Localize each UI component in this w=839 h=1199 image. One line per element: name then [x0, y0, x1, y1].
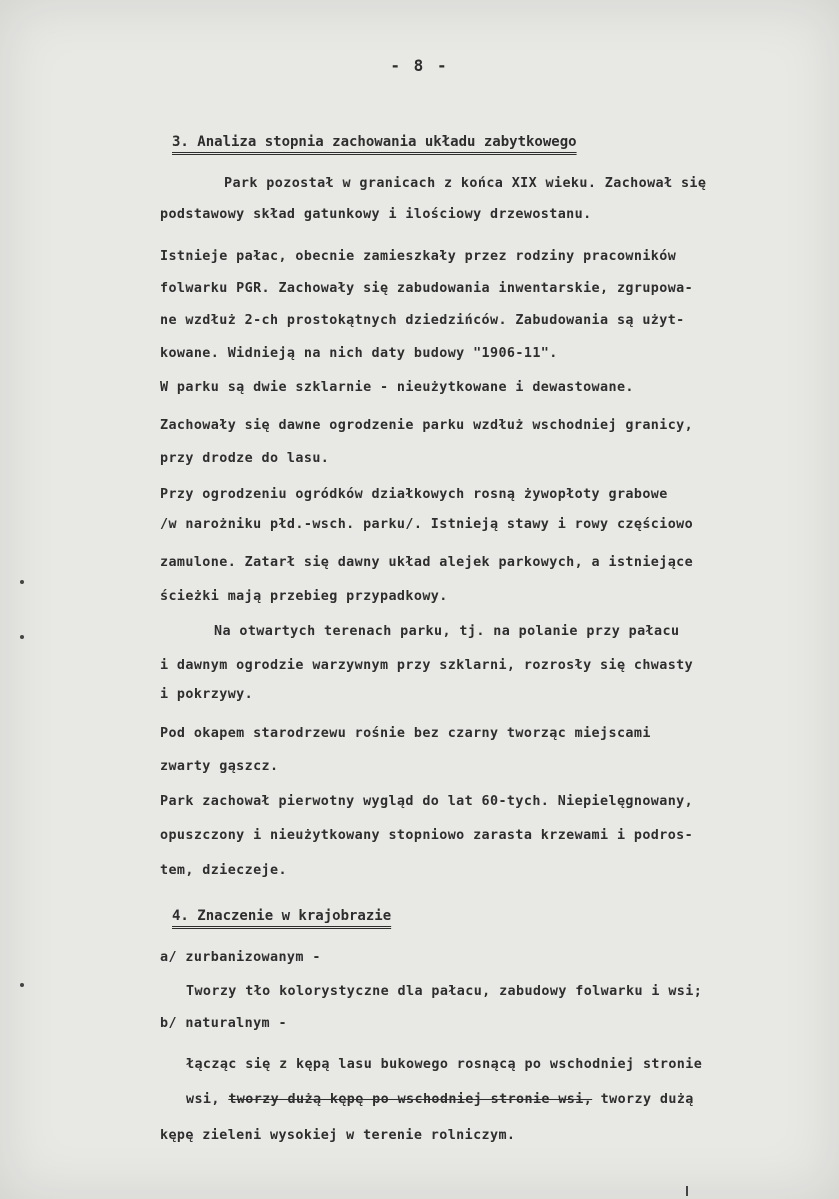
list-item-a-text: Tworzy tło kolorystyczne dla pałacu, zabudowy folwarku i wsi; [186, 984, 703, 999]
paragraph-line: Istnieje pałac, obecnie zamieszkały przez rodziny pracowników [160, 249, 677, 264]
section-3-heading: 3. Analiza stopnia zachowania układu zabytkowego [172, 134, 577, 150]
section-4-heading: 4. Znaczenie w krajobrazie [172, 908, 392, 924]
paragraph-line: Pod okapem starodrzewu rośnie bez czarny tworząc miejscami [160, 726, 651, 741]
list-item-b-text: łącząc się z kępą lasu bukowego rosnącą po wschodniej stronie [186, 1057, 703, 1072]
paragraph-line: i dawnym ogrodzie warzywnym przy szklarni, rozrosły się chwasty [160, 658, 694, 673]
paragraph-line: podstawowy skład gatunkowy i ilościowy drzewostanu. [160, 207, 592, 222]
paragraph-line: Na otwartych terenach parku, tj. na polanie przy pałacu [214, 624, 680, 639]
paragraph-line: Przy ogrodzeniu ogródków działkowych rosną żywopłoty grabowe [160, 487, 668, 502]
paragraph-line: Park zachował pierwotny wygląd do lat 60-tych. Niepielęgnowany, [160, 794, 694, 809]
paragraph-line: zwarty gąszcz. [160, 759, 279, 774]
list-item-a: a/ zurbanizowanym - [160, 950, 321, 965]
margin-dot [20, 635, 24, 639]
paragraph-line: Park pozostał w granicach z końca XIX wieku. Zachował się [224, 176, 707, 191]
paragraph-line: ścieżki mają przebieg przypadkowy. [160, 589, 448, 604]
paragraph-line: kowane. Widnieją na nich daty budowy "1906-11". [160, 346, 558, 361]
paragraph-line: przy drodze do lasu. [160, 451, 330, 466]
margin-tick [686, 1186, 688, 1196]
paragraph-line: Zachowały się dawne ogrodzenie parku wzdłuż wschodniej granicy, [160, 418, 694, 433]
paragraph-line: W parku są dwie szklarnie - nieużytkowane i dewastowane. [160, 380, 634, 395]
paragraph-line: opuszczony i nieużytkowany stopniowo zarasta krzewami i podros- [160, 828, 694, 843]
paragraph-line: folwarku PGR. Zachowały się zabudowania inwentarskie, zgrupowa- [160, 281, 694, 296]
paragraph-line: i pokrzywy. [160, 687, 254, 702]
paragraph-line: /w narożniku płd.-wsch. parku/. Istnieją stawy i rowy częściowo [160, 517, 694, 532]
text-tworzy: tworzy dużą [600, 1092, 694, 1107]
page-number: - 8 - [390, 56, 449, 75]
paragraph-line: ne wzdłuż 2-ch prostokątnych dziedzińców. Zabudowania są użyt- [160, 313, 685, 328]
list-item-b: b/ naturalnym - [160, 1016, 287, 1031]
list-item-b-text-2 [186, 1092, 694, 1107]
list-item-b-text-3: kępę zieleni wysokiej w terenie rolniczym. [160, 1128, 516, 1143]
paragraph-line: zamulone. Zatarł się dawny układ alejek parkowych, a istniejące [160, 555, 694, 570]
paragraph-line: tem, dzieczeje. [160, 863, 287, 878]
struck-text: tworzy dużą kępę po wschodniej stronie wsi, [228, 1092, 593, 1107]
margin-dot [20, 580, 24, 584]
margin-dot [20, 983, 24, 987]
text-wsi: wsi, [186, 1092, 220, 1107]
